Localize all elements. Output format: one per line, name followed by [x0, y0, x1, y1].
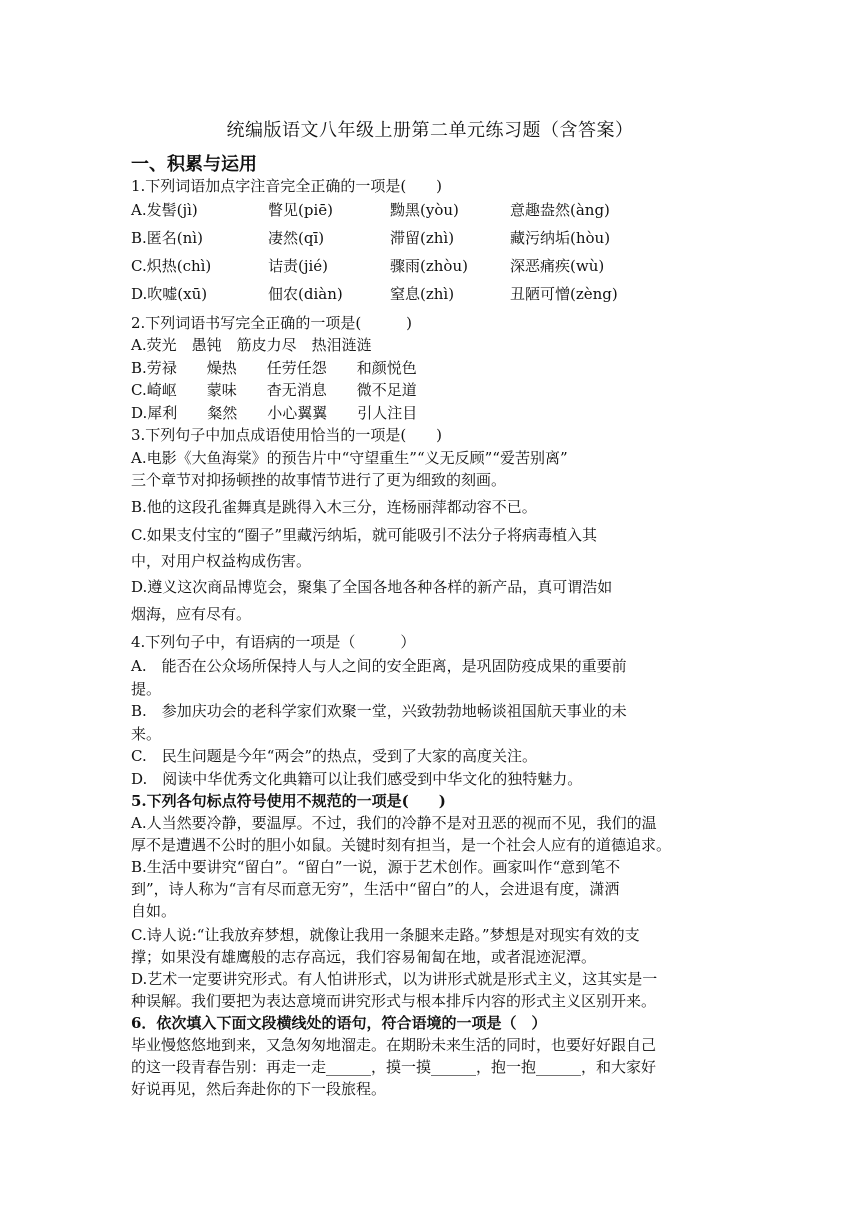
document-title: 统编版语文八年级上册第二单元练习题（含答案） — [226, 120, 634, 141]
question-6-stem: 6．依次填入下面文段横线处的语句，符合语境的一项是（ ） — [131, 1014, 547, 1032]
q3-option-c-line2: 中，对用户权益构成伤害。 — [131, 552, 312, 570]
q5-option-b-line1: B.生活中要讲究“留白”。“留白”一说，源于艺术创作。画家叫作“意到笔不 — [131, 858, 621, 876]
q3-option-a-line2: 三个章节对抑扬顿挫的故事情节进行了更为细致的刻画。 — [131, 471, 507, 489]
q5-option-d-line1: D.艺术一定要讲究形式。有人怕讲形式，以为讲形式就是形式主义，这其实是一 — [131, 970, 658, 988]
q2-option-a: A.荧光 愚钝 筋皮力尽 热泪涟涟 — [131, 336, 372, 354]
q1-option-a-3: 黝黑(yòu) — [390, 201, 459, 219]
q2-option-c: C.崎岖 蒙味 杳无消息 微不足道 — [131, 381, 417, 399]
q4-option-d: D. 阅读中华优秀文化典籍可以让我们感受到中华文化的独特魅力。 — [131, 770, 583, 788]
q4-option-a-line1: A. 能否在公众场所保持人与人之间的安全距离，是巩固防疫成果的重要前 — [131, 657, 627, 675]
q1-option-b-3: 滞留(zhì) — [390, 229, 455, 247]
q1-option-a-4: 意趣盎然(àng) — [510, 201, 610, 219]
q3-option-d-line2: 烟海，应有尽有。 — [131, 605, 252, 623]
q5-option-b-line2: 到”，诗人称为“言有尽而意无穷”，生活中“留白”的人，会进退有度，潇洒 — [131, 880, 620, 898]
question-1-stem: 1.下列词语加点字注音完全正确的一项是( ) — [131, 177, 443, 195]
q4-option-c: C. 民生问题是今年“两会”的热点，受到了大家的高度关注。 — [131, 747, 538, 765]
q1-option-c-2: 诘责(jié) — [268, 257, 329, 275]
q5-option-a-line2: 厚不是遭遇不公时的胆小如鼠。关键时刻有担当，是一个社会人应有的道德追求。 — [131, 836, 672, 854]
section-heading: 一、积累与运用 — [131, 154, 257, 175]
q1-option-d-4: 丑陋可憎(zèng) — [510, 285, 618, 303]
q5-option-d-line2: 种误解。我们要把为表达意境而讲究形式与根本排斥内容的形式主义区别开来。 — [131, 992, 657, 1010]
q2-option-d: D.犀利 粲然 小心翼翼 引人注目 — [131, 404, 418, 422]
question-4-stem: 4.下列句子中，有语病的一项是（ ） — [131, 633, 416, 651]
q1-option-a-2: 瞥见(piē) — [268, 201, 333, 219]
question-2-stem: 2.下列词语书写完全正确的一项是( ) — [131, 314, 413, 332]
q1-option-d-3: 窒息(zhì) — [390, 285, 455, 303]
q1-option-b-1: B.匿名(nì) — [131, 229, 203, 247]
question-3-stem: 3.下列句子中加点成语使用恰当的一项是( ) — [131, 426, 443, 444]
q2-option-b: B.劳禄 燥热 任劳任怨 和颜悦色 — [131, 359, 417, 377]
q1-option-d-2: 佃农(diàn) — [268, 285, 343, 303]
q1-option-a-1: A.发髻(jì) — [131, 201, 198, 219]
q6-passage-line3: 好说再见，然后奔赴你的下一段旅程。 — [131, 1080, 387, 1098]
q3-option-c-line1: C.如果支付宝的“圈子”里藏污纳垢，就可能吸引不法分子将病毒植入其 — [131, 526, 598, 544]
question-5-stem: 5.下列各句标点符号使用不规范的一项是( ) — [131, 792, 446, 810]
q1-option-c-1: C.炽热(chì) — [131, 257, 212, 275]
q4-option-b-line2: 来。 — [131, 725, 162, 743]
q3-option-d-line1: D.遵义这次商品博览会，聚集了全国各地各种各样的新产品，真可谓浩如 — [131, 578, 613, 596]
q4-option-a-line2: 提。 — [131, 680, 162, 698]
q5-option-a-line1: A.人当然要冷静，要温厚。不过，我们的冷静不是对丑恶的视而不见，我们的温 — [131, 814, 657, 832]
q5-option-c-line2: 撑；如果没有雄鹰般的志存高远，我们容易匍匐在地，或者混迹泥潭。 — [131, 948, 597, 966]
q1-option-c-4: 深恶痛疾(wù) — [510, 257, 605, 275]
q6-passage-line2: 的这一段青春告别：再走一走______，摸一摸______，抱一抱______，和大家好 — [131, 1058, 657, 1076]
q3-option-b-line1: B.他的这段孔雀舞真是跳得入木三分，连杨丽萍都动容不已。 — [131, 498, 537, 516]
q5-option-b-line3: 自如。 — [131, 902, 177, 920]
q5-option-c-line1: C.诗人说:“让我放弃梦想，就像让我用一条腿来走路。”梦想是对现实有效的支 — [131, 926, 640, 944]
q1-option-b-2: 凄然(qī) — [268, 229, 325, 247]
q1-option-c-3: 骤雨(zhòu) — [390, 257, 468, 275]
q6-passage-line1: 毕业慢悠悠地到来，又急匆匆地溜走。在期盼未来生活的同时，也要好好跟自己 — [131, 1036, 657, 1054]
q1-option-b-4: 藏污纳垢(hòu) — [510, 229, 611, 247]
q1-option-d-1: D.吹嘘(xū) — [131, 285, 208, 303]
q3-option-a-line1: A.电影《大鱼海棠》的预告片中“守望重生”“义无反顾”“爱苦别离” — [131, 449, 568, 467]
q4-option-b-line1: B. 参加庆功会的老科学家们欢聚一堂，兴致勃勃地畅谈祖国航天事业的未 — [131, 702, 627, 720]
